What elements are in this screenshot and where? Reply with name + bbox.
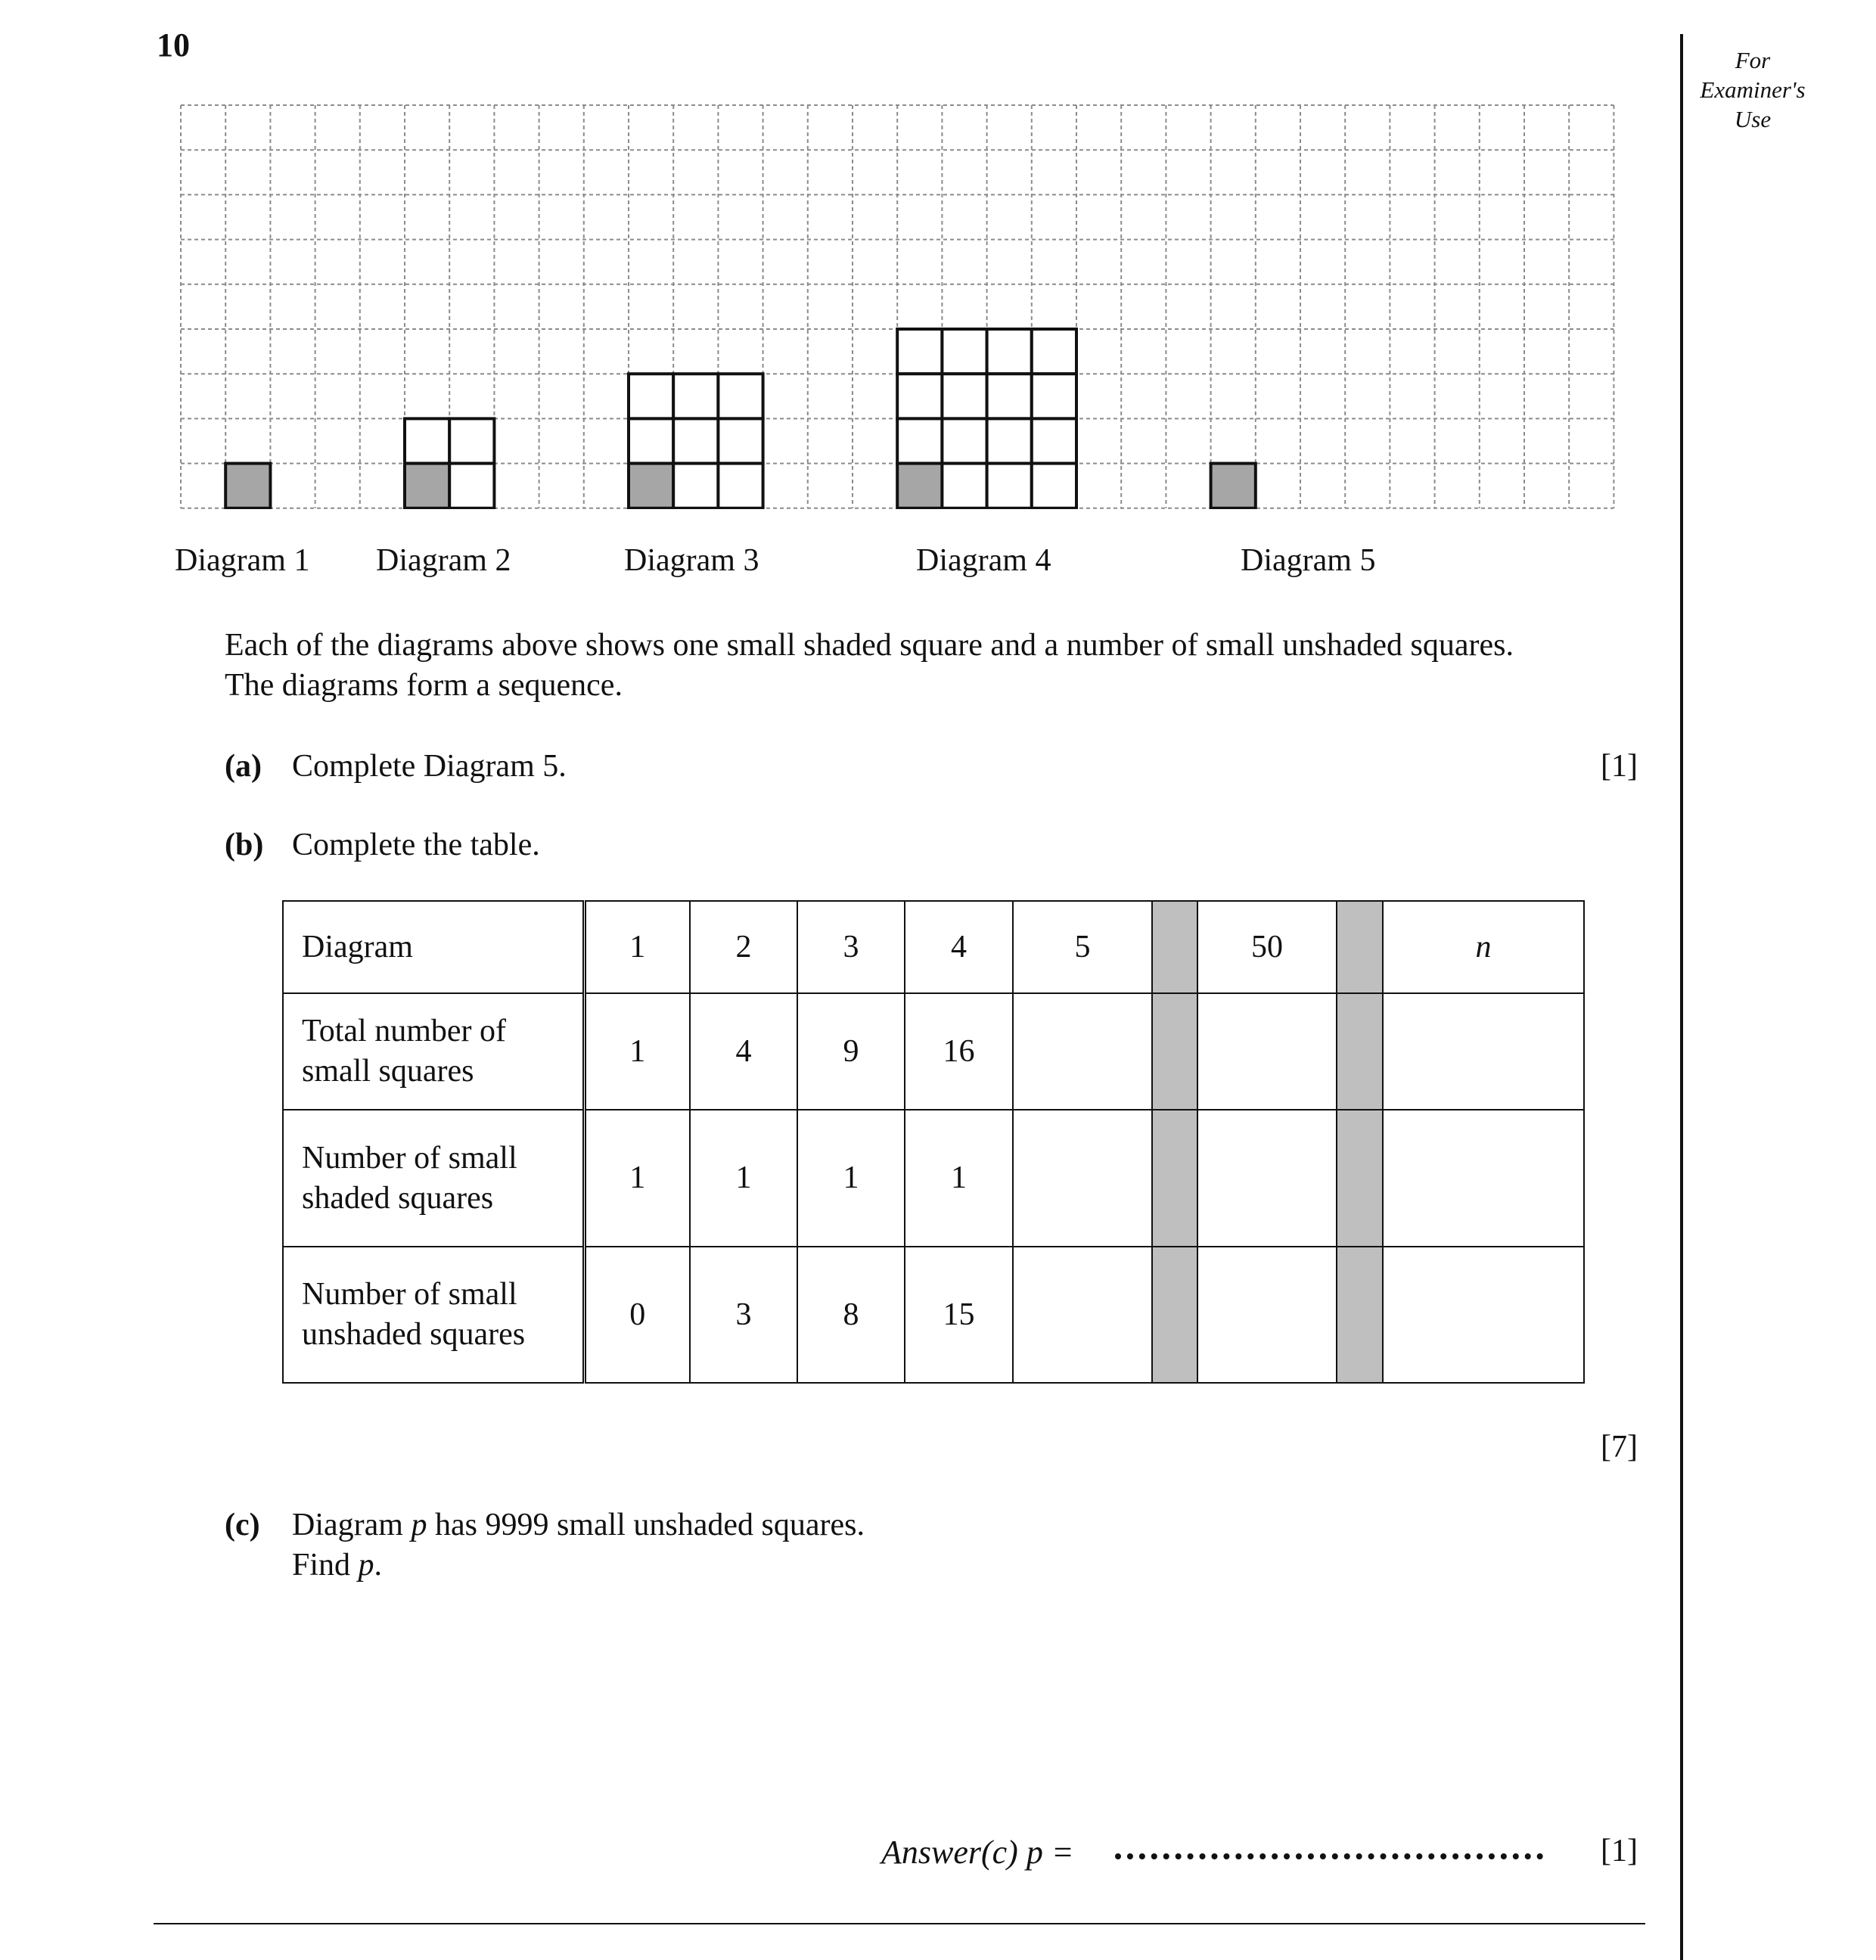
diagram-5-label: Diagram 5 bbox=[1241, 543, 1376, 578]
column-header-2: 2 bbox=[690, 901, 797, 993]
diagram-4-unshaded-square bbox=[942, 329, 986, 374]
column-header-50: 50 bbox=[1197, 901, 1337, 993]
diagram-4-unshaded-square bbox=[942, 374, 986, 418]
diagram-4-label: Diagram 4 bbox=[916, 543, 1051, 578]
diagram-1-shaded-square bbox=[225, 464, 270, 508]
diagram-4-unshaded-square bbox=[987, 418, 1032, 463]
diagram-3-unshaded-square bbox=[629, 374, 673, 418]
part-c-text: . bbox=[374, 1548, 383, 1583]
examiner-line-1: For bbox=[1735, 47, 1771, 73]
column-header-n: n bbox=[1383, 901, 1584, 993]
row-header-line: small squares bbox=[302, 1054, 474, 1089]
diagram-4-unshaded-square bbox=[987, 329, 1032, 374]
variable-p: p bbox=[358, 1548, 374, 1583]
row-header-diagram bbox=[283, 901, 584, 993]
row-header-line: Number of small bbox=[302, 1277, 517, 1312]
row-header-line: Number of small bbox=[302, 1140, 517, 1176]
answer-cell[interactable] bbox=[1013, 993, 1152, 1110]
row-header-text: Diagram bbox=[302, 929, 413, 964]
gap-cell bbox=[1152, 993, 1197, 1110]
part-b-letter: (b) bbox=[225, 828, 264, 862]
gap-cell bbox=[1152, 1110, 1197, 1247]
table-cell: 8 bbox=[797, 1247, 905, 1383]
row-header-shaded bbox=[283, 1110, 584, 1247]
examiner-line-2: Examiner's bbox=[1700, 76, 1806, 103]
table-cell: 1 bbox=[690, 1110, 797, 1247]
answer-cell[interactable] bbox=[1197, 993, 1337, 1110]
answer-cell[interactable] bbox=[1013, 1247, 1152, 1383]
diagram-4-unshaded-square bbox=[942, 464, 986, 508]
answer-cell[interactable] bbox=[1383, 1110, 1584, 1247]
diagram-3-label: Diagram 3 bbox=[624, 543, 759, 578]
gap-cell bbox=[1337, 993, 1383, 1110]
answer-c-field[interactable] bbox=[1115, 1853, 1543, 1859]
table-cell: 1 bbox=[905, 1110, 1013, 1247]
diagram-3-unshaded-square bbox=[673, 464, 718, 508]
intro-line-2: The diagrams form a sequence. bbox=[225, 668, 623, 703]
diagram-4-unshaded-square bbox=[1032, 464, 1076, 508]
dotted-grid-diagrams bbox=[178, 102, 1623, 509]
diagram-1-label: Diagram 1 bbox=[175, 543, 310, 578]
row-header-total bbox=[283, 993, 584, 1110]
diagram-3-unshaded-square bbox=[673, 418, 718, 463]
answer-c-label: Answer(c) p = bbox=[881, 1834, 1074, 1871]
diagram-4-unshaded-square bbox=[942, 418, 986, 463]
table-cell: 3 bbox=[690, 1247, 797, 1383]
diagram-4-unshaded-square bbox=[897, 374, 942, 418]
examiner-line-3: Use bbox=[1734, 106, 1772, 132]
diagram-4-shaded-square bbox=[897, 464, 942, 508]
sequence-table bbox=[282, 900, 1585, 1384]
gap-cell bbox=[1152, 1247, 1197, 1383]
part-c-letter: (c) bbox=[225, 1508, 260, 1542]
diagram-2-unshaded-square bbox=[405, 418, 449, 463]
gap-cell bbox=[1337, 901, 1383, 993]
gap-cell bbox=[1337, 1110, 1383, 1247]
diagram-4-unshaded-square bbox=[987, 464, 1032, 508]
variable-p: p bbox=[411, 1508, 427, 1542]
row-header-line: shaded squares bbox=[302, 1180, 494, 1216]
diagram-4-unshaded-square bbox=[1032, 418, 1076, 463]
table-cell: 1 bbox=[584, 1110, 690, 1247]
table-cell: 1 bbox=[584, 993, 690, 1110]
table-row-total bbox=[283, 993, 1584, 1110]
part-b-text: Complete the table. bbox=[292, 828, 540, 862]
diagram-3-unshaded-square bbox=[718, 464, 763, 508]
table-row-diagram bbox=[283, 901, 1584, 993]
answer-cell[interactable] bbox=[1197, 1247, 1337, 1383]
column-header-3: 3 bbox=[797, 901, 905, 993]
part-c-text: has 9999 small unshaded squares. bbox=[427, 1508, 865, 1542]
answer-cell[interactable] bbox=[1383, 1247, 1584, 1383]
diagram-2-unshaded-square bbox=[449, 418, 494, 463]
question-number: 10 bbox=[157, 26, 190, 64]
part-c-line-2 bbox=[292, 1545, 382, 1586]
table-cell: 9 bbox=[797, 993, 905, 1110]
answer-cell[interactable] bbox=[1013, 1110, 1152, 1247]
diagram-3-unshaded-square bbox=[718, 418, 763, 463]
answer-cell[interactable] bbox=[1383, 993, 1584, 1110]
diagram-2-shaded-square bbox=[405, 464, 449, 508]
diagram-4-unshaded-square bbox=[897, 418, 942, 463]
row-header-line: Total number of bbox=[302, 1014, 506, 1048]
part-a-text: Complete Diagram 5. bbox=[292, 749, 567, 784]
diagram-5-shaded-square bbox=[1211, 464, 1256, 508]
part-a-marks: [1] bbox=[1601, 749, 1638, 784]
examiner-use-heading bbox=[1673, 45, 1832, 134]
diagram-4-unshaded-square bbox=[1032, 329, 1076, 374]
diagram-4-unshaded-square bbox=[897, 329, 942, 374]
diagram-3-shaded-square bbox=[629, 464, 673, 508]
row-header-line: unshaded squares bbox=[302, 1317, 526, 1352]
row-header-unshaded bbox=[283, 1247, 584, 1383]
diagram-3-unshaded-square bbox=[718, 374, 763, 418]
answer-cell[interactable] bbox=[1197, 1110, 1337, 1247]
part-c-text: Find bbox=[292, 1548, 359, 1583]
diagram-4-unshaded-square bbox=[1032, 374, 1076, 418]
diagram-2-label: Diagram 2 bbox=[376, 543, 511, 578]
diagram-2-unshaded-square bbox=[449, 464, 494, 508]
column-header-1: 1 bbox=[584, 901, 690, 993]
table-cell: 16 bbox=[905, 993, 1013, 1110]
table-row-unshaded bbox=[283, 1247, 1584, 1383]
part-a-letter: (a) bbox=[225, 749, 262, 784]
column-header-4: 4 bbox=[905, 901, 1013, 993]
diagram-3-unshaded-square bbox=[673, 374, 718, 418]
table-cell: 4 bbox=[690, 993, 797, 1110]
part-c-text: Diagram bbox=[292, 1508, 412, 1542]
diagram-4-unshaded-square bbox=[987, 374, 1032, 418]
intro-line-1: Each of the diagrams above shows one small shaded square and a number of small unshaded squares. bbox=[225, 628, 1514, 663]
column-header-5: 5 bbox=[1013, 901, 1152, 993]
table-cell: 15 bbox=[905, 1247, 1013, 1383]
part-c-line-1 bbox=[292, 1505, 865, 1545]
diagram-3-unshaded-square bbox=[629, 418, 673, 463]
bottom-rule bbox=[154, 1923, 1645, 1924]
table-row-shaded bbox=[283, 1110, 1584, 1247]
table-cell: 0 bbox=[584, 1247, 690, 1383]
gap-cell bbox=[1337, 1247, 1383, 1383]
examiner-margin-line bbox=[1680, 34, 1683, 1960]
gap-cell bbox=[1152, 901, 1197, 993]
table-cell: 1 bbox=[797, 1110, 905, 1247]
part-b-marks: [7] bbox=[1601, 1430, 1638, 1465]
part-c-marks: [1] bbox=[1601, 1834, 1638, 1868]
